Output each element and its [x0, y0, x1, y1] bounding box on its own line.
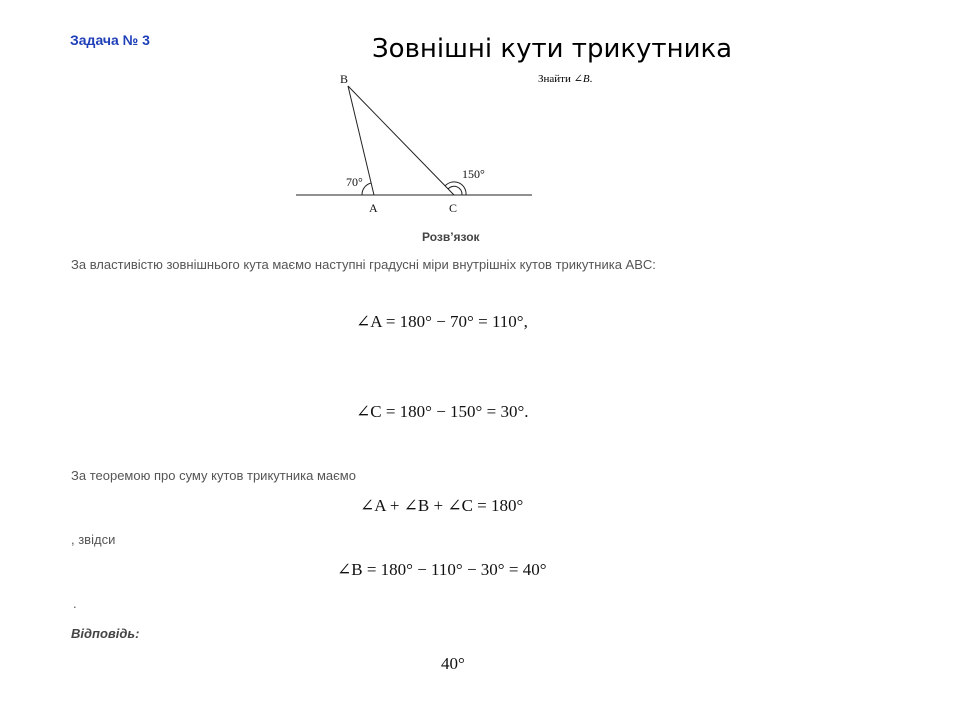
slide-title: Зовнішні кути трикутника — [372, 34, 733, 64]
solution-heading: Розв’язок — [422, 230, 480, 244]
find-suffix: . — [589, 73, 593, 85]
text-theorem: За теоремою про суму кутов трикутника маємо — [71, 468, 356, 483]
vertex-label-a: A — [369, 201, 378, 215]
side-bc — [348, 86, 454, 195]
find-prefix: Знайти — [538, 73, 571, 85]
task-number: Задача № 3 — [70, 32, 150, 48]
text-property: За властивістю зовнішнього кута маємо наступні градусні міри внутрішніх кутов трикутника ABC: — [71, 257, 656, 272]
vertex-label-b: B — [340, 72, 349, 86]
angle-arc-a — [362, 183, 371, 195]
find-target: ∠B — [573, 73, 590, 85]
find-statement — [538, 72, 592, 85]
formula-angle-c: ∠C = 180° − 150° = 30°. — [356, 402, 529, 421]
triangle-diagram — [290, 66, 540, 216]
text-dot: . — [73, 596, 77, 611]
answer-label: Відповідь: — [71, 626, 140, 641]
formula-sum: ∠A + ∠B + ∠C = 180° — [360, 496, 524, 515]
vertex-label-c: C — [449, 201, 458, 215]
text-hence: , звідси — [71, 532, 116, 547]
formula-angle-b: ∠B = 180° − 110° − 30° = 40° — [337, 560, 547, 579]
angle-label-c: 150° — [462, 167, 485, 181]
formula-angle-a: ∠A = 180° − 70° = 110°, — [356, 312, 528, 331]
angle-label-a: 70° — [346, 175, 363, 189]
answer-value: 40° — [441, 654, 465, 673]
